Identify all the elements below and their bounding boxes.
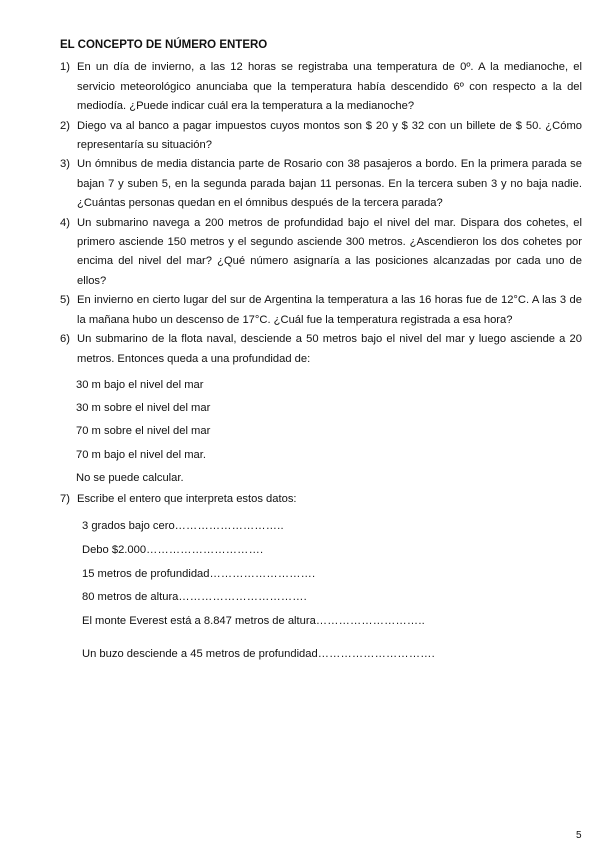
question-text: Diego va al banco a pagar impuestos cuyos montos son $ 20 y $ 32 con un billete de $ 50. ¿Cómo representaría su situación? xyxy=(77,119,582,152)
answer-blank: …………………………. xyxy=(146,543,264,556)
answer-blank: ……………………………. xyxy=(178,591,307,604)
answer-blank: ………………………. xyxy=(209,567,316,580)
data-item xyxy=(82,515,582,539)
question-text: En un día de invierno, a las 12 horas se registraba una temperatura de 0º. A la medianoche, el servicio meteorológico anunciaba que la temperatura había descendido 6º con respecto a la del mediodía. ¿Puede indicar cuál era la temperatura a la medianoche? xyxy=(77,61,582,113)
worksheet xyxy=(60,36,582,667)
question-2 xyxy=(60,117,582,156)
answer-option: 70 m sobre el nivel del mar xyxy=(76,425,211,438)
question-number: 1) xyxy=(60,61,70,74)
data-item xyxy=(82,586,582,610)
answer-blank: ……………………….. xyxy=(315,614,425,627)
question-text: En invierno en cierto lugar del sur de Argentina la temperatura a las 16 horas fue de 12°C. A las 3 de la mañana hubo un descenso de 17°C. ¿Cuál fue la temperatura registrada a esa hora? xyxy=(77,294,582,326)
data-label: 80 metros de altura xyxy=(82,591,179,604)
question-number: 2) xyxy=(60,119,70,132)
question-number: 4) xyxy=(60,216,70,229)
question-4 xyxy=(60,214,582,292)
answer-option: 70 m bajo el nivel del mar. xyxy=(76,448,206,461)
question-number: 3) xyxy=(60,158,70,171)
answer-blank: ……………………….. xyxy=(174,520,284,533)
question-number: 7) xyxy=(60,492,70,505)
spacer xyxy=(82,633,582,643)
answer-option: 30 m sobre el nivel del mar xyxy=(76,402,211,415)
question-text: Un ómnibus de media distancia parte de Rosario con 38 pasajeros a bordo. En la primera parada se bajan 7 y suben 5, en la segunda parada bajan 11 personas. En la tercera suben 3 y no baja nadie. ¿Cuántas personas quedan en el ómnibus después de la tercera parada? xyxy=(77,158,582,210)
page-number: 5 xyxy=(576,830,582,841)
question-1 xyxy=(60,58,582,116)
data-item xyxy=(82,610,582,634)
question-text: Escribe el entero que interpreta estos datos: xyxy=(77,492,297,505)
question-number: 6) xyxy=(60,333,70,346)
question-5 xyxy=(60,291,582,330)
page-title: EL CONCEPTO DE NÚMERO ENTERO xyxy=(60,39,268,51)
question-text: Un submarino de la flota naval, desciende a 50 metros bajo el nivel del mar y luego asciende a 20 metros. Entonces queda a una profundidad de: xyxy=(77,333,582,365)
data-label: Un buzo desciende a 45 metros de profundidad xyxy=(82,648,318,661)
data-label: Debo $2.000 xyxy=(82,543,147,556)
answer-blank: …………………………. xyxy=(317,648,435,661)
data-item xyxy=(82,643,582,667)
data-list xyxy=(82,515,582,667)
question-6 xyxy=(60,330,582,369)
question-7 xyxy=(60,490,582,509)
question-number: 5) xyxy=(60,294,70,307)
answer-options xyxy=(76,374,582,490)
answer-option: 30 m bajo el nivel del mar xyxy=(76,378,204,391)
data-item xyxy=(82,563,582,587)
data-item xyxy=(82,539,582,563)
data-label: El monte Everest está a 8.847 metros de altura xyxy=(82,614,316,627)
data-label: 15 metros de profundidad xyxy=(82,567,210,580)
answer-option: No se puede calcular. xyxy=(76,471,184,484)
question-3 xyxy=(60,155,582,213)
data-label: 3 grados bajo cero xyxy=(82,520,175,533)
question-text: Un submarino navega a 200 metros de profundidad bajo el nivel del mar. Dispara dos cohetes, el primero asciende 150 metros y el segundo asciende 300 metros. ¿Ascendieron los dos cohetes por encima del nivel del mar? ¿Qué número asignaría a las posiciones alcanzadas por cada uno de ellos? xyxy=(77,216,582,287)
